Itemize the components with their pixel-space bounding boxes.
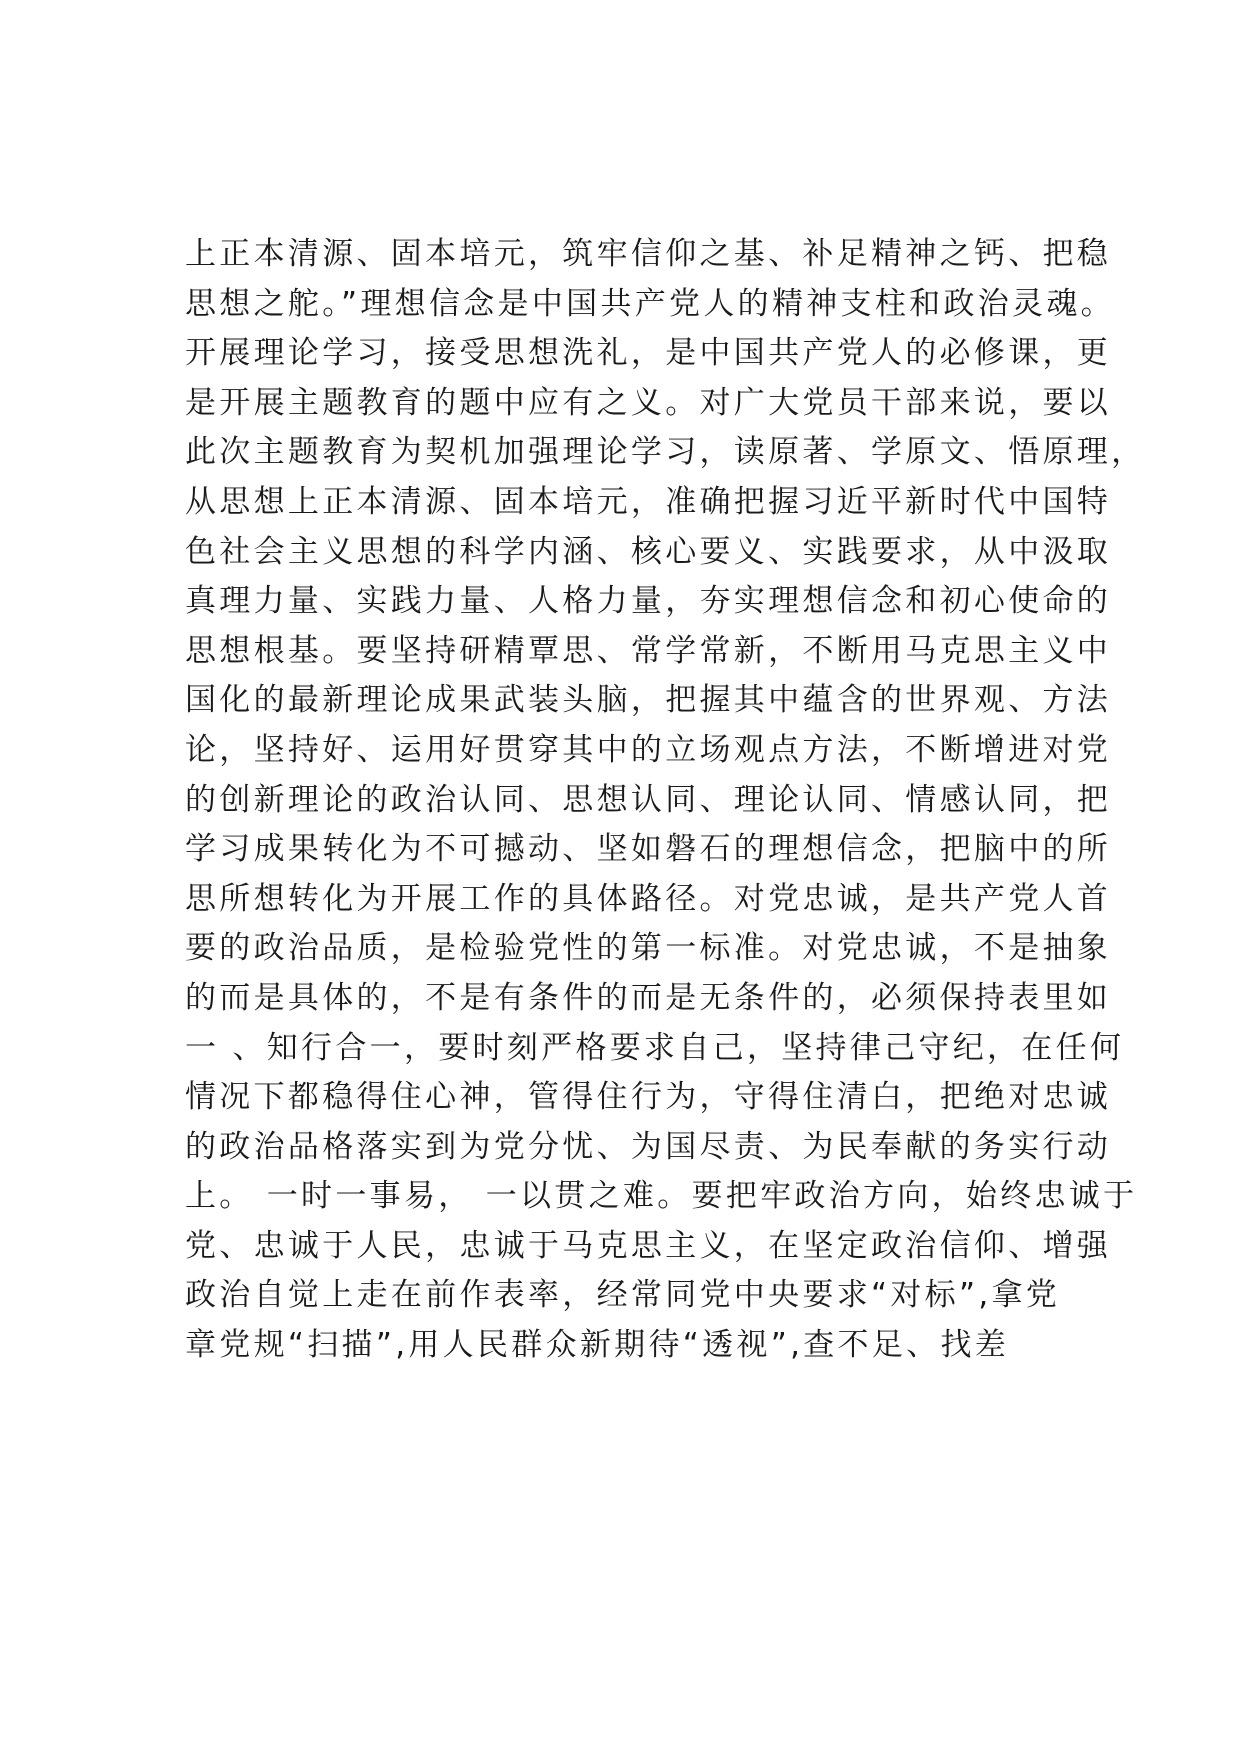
text-line: 的政治品格落实到为党分忧、为国尽责、为民奉献的务实行动 [185, 1128, 1112, 1165]
text-line: 上。 一时一事易， 一以贯之难。要把牢政治方向，始终忠诚于 [185, 1178, 1138, 1215]
text-line: 情况下都稳得住心神，管得住行为，守得住清白，把绝对忠诚 [185, 1079, 1112, 1116]
text-line: 此次主题教育为契机加强理论学习，读原著、学原文、悟原理， [185, 434, 1146, 471]
text-line: 要的政治品质，是检验党性的第一标准。对党忠诚，不是抽象 [185, 930, 1112, 967]
text-line: 是开展主题教育的题中应有之义。对广大党员干部来说，要以 [185, 384, 1112, 421]
text-line: 国化的最新理论成果武装头脑，把握其中蕴含的世界观、方法 [185, 682, 1112, 719]
body-text [185, 230, 1146, 1371]
text-line: 学习成果转化为不可撼动、坚如磐石的理想信念，把脑中的所 [185, 831, 1112, 868]
text-line: 思所想转化为开展工作的具体路径。对党忠诚，是共产党人首 [185, 880, 1112, 917]
text-line: 色社会主义思想的科学内涵、核心要义、实践要求，从中汲取 [185, 533, 1112, 570]
text-line: 上正本清源、固本培元，筑牢信仰之基、补足精神之钙、把稳 [185, 236, 1112, 272]
text-line: 党、忠诚于人民，忠诚于马克思主义，在坚定政治信仰、增强 [185, 1227, 1112, 1264]
text-line: 思想之舵。”理想信念是中国共产党人的精神支柱和政治灵魂。 [185, 285, 1115, 322]
text-line: 的创新理论的政治认同、思想认同、理论认同、情感认同，把 [185, 781, 1112, 818]
text-line: 一 、知行合一，要时刻严格要求自己，坚持律己守纪，在任何 [185, 1029, 1125, 1066]
text-line: 真理力量、实践力量、人格力量，夯实理想信念和初心使命的 [185, 583, 1112, 620]
text-line: 论，坚持好、运用好贯穿其中的立场观点方法，不断增进对党 [185, 731, 1112, 768]
text-line: 章党规“扫描”,用人民群众新期待“透视”,查不足、找差 [185, 1327, 1010, 1364]
text-line: 思想根基。要坚持研精覃思、常学常新，不断用马克思主义中 [185, 632, 1112, 669]
text-line: 开展理论学习，接受思想洗礼，是中国共产党人的必修课，更 [185, 335, 1112, 372]
text-line: 的而是具体的，不是有条件的而是无条件的，必须保持表里如 [185, 979, 1112, 1016]
text-line: 从思想上正本清源、固本培元，准确把握习近平新时代中国特 [185, 483, 1112, 520]
text-line: 政治自觉上走在前作表率，经常同党中央要求“对标”,拿党 [185, 1277, 1061, 1314]
